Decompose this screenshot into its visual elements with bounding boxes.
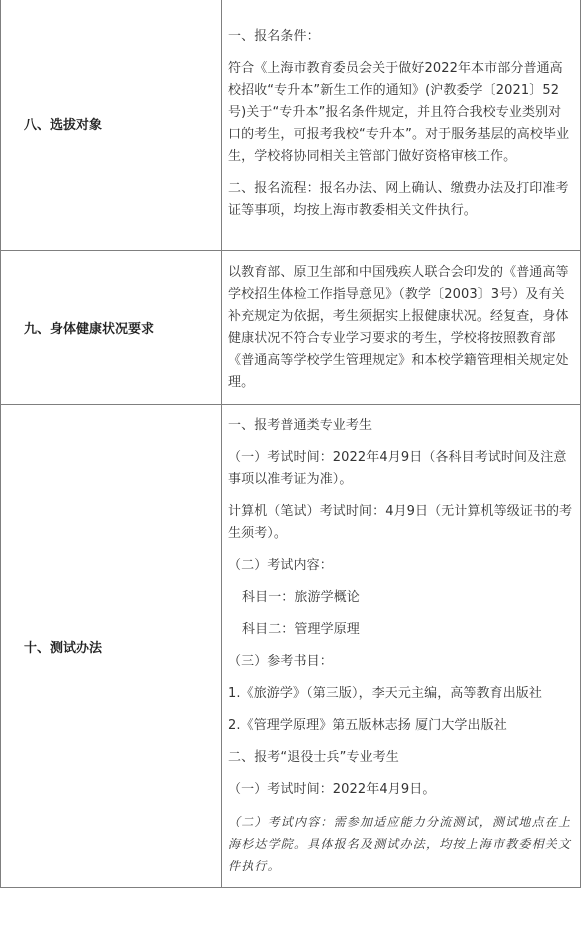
paragraph: 一、报考普通类专业考生 xyxy=(228,418,373,433)
table-row xyxy=(1,0,581,251)
paragraph: 2.《管理学原理》第五版林志扬 厦门大学出版社 xyxy=(228,718,507,733)
paragraph: 计算机（笔试）考试时间：4月9日（无计算机等级证书的考生须考）。 xyxy=(228,504,573,541)
paragraph: （二）考试内容： xyxy=(228,558,333,573)
paragraph: 二、报考“退役士兵”专业考生 xyxy=(228,750,399,765)
paragraph: 以教育部、原卫生部和中国残疾人联合会印发的《普通高等学校招生体检工作指导意见》（教学〔2003〕3号）及有关补充规定为依据，考生须据实上报健康状况。经复查，身体健康状况不符合专业学习要求的考生，学校将按照教育部《普通高等学校学生管理规定》和本校学籍管理相关规定处理。 xyxy=(228,264,569,390)
row-content xyxy=(222,405,581,888)
table-row xyxy=(1,405,581,888)
paragraph: 1.《旅游学》（第三版），李天元主编，高等教育出版社 xyxy=(228,686,543,701)
paragraph: （一）考试时间：2022年4月9日（各科目考试时间及注意事项以准考证为准）。 xyxy=(228,450,567,487)
paragraph: 一、报名条件： xyxy=(228,28,320,44)
paragraph: 科目一：旅游学概论 xyxy=(242,590,360,605)
paragraph: 科目二：管理学原理 xyxy=(242,622,360,637)
paragraph: （一）考试时间：2022年4月9日。 xyxy=(228,782,436,797)
paragraph: 二、报名流程：报名办法、网上确认、缴费办法及打印准考证等事项，均按上海市教委相关文件执行。 xyxy=(228,180,569,218)
row-label: 十、测试办法 xyxy=(1,405,222,888)
paragraph: （二）考试内容：需参加适应能力分流测试，测试地点在上海杉达学院。具体报名及测试办法，均按上海市教委相关文件执行。 xyxy=(228,815,572,873)
row-content xyxy=(222,0,581,251)
table-row xyxy=(1,251,581,405)
row-label: 八、选拔对象 xyxy=(1,0,222,251)
row-label: 九、身体健康状况要求 xyxy=(1,251,222,405)
row-content xyxy=(222,251,581,405)
paragraph: 符合《上海市教育委员会关于做好2022年本市部分普通高校招收“专升本”新生工作的通知》(沪教委学〔2021〕52号)关于“专升本”报名条件规定，并且符合我校专业类别对口的考生，可报考我校“专升本”。对于服务基层的高校毕业生，学校将协同相关主管部门做好资格审核工作。 xyxy=(228,60,570,164)
paragraph: （三）参考书目： xyxy=(228,654,333,669)
